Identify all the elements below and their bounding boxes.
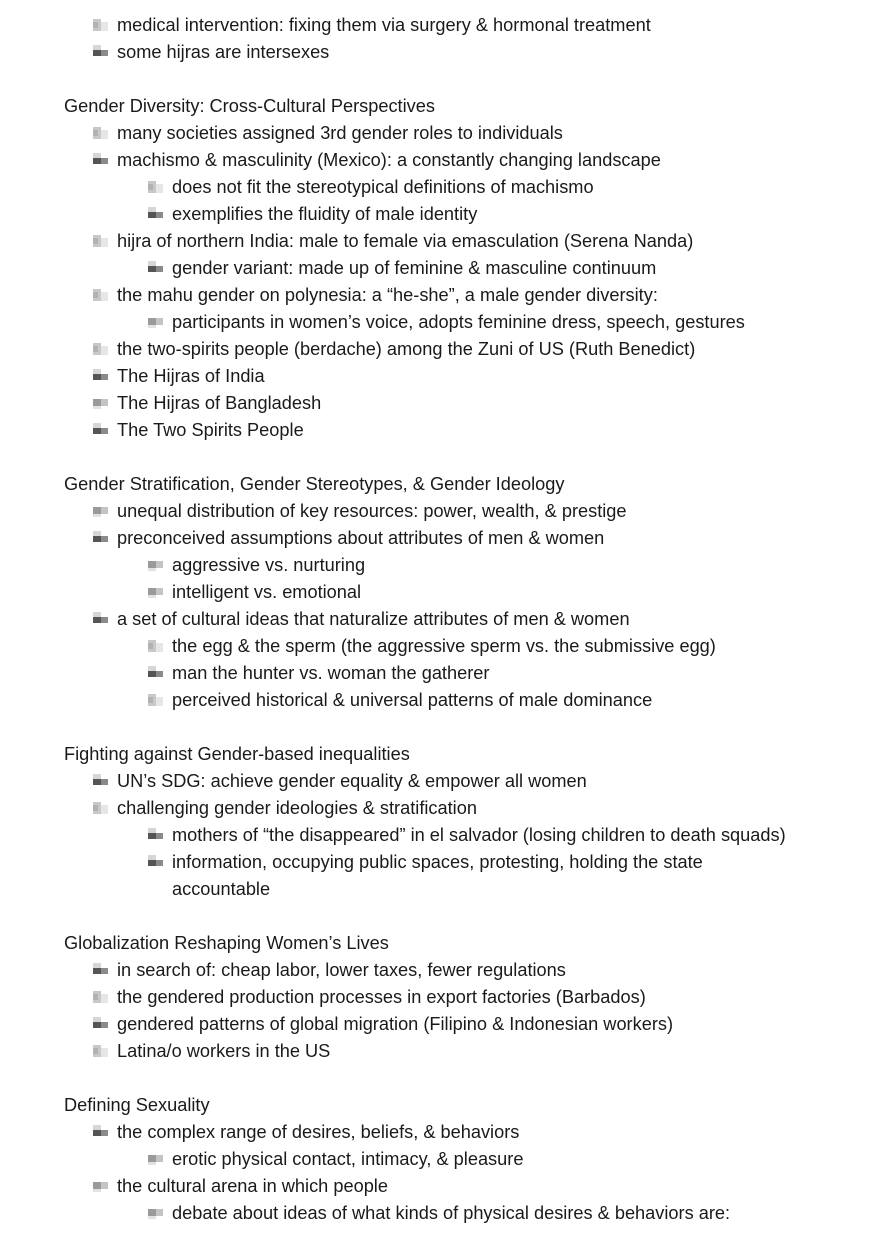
item-text: does not fit the stereotypical definitions of machismo: [172, 177, 594, 197]
item-text: exemplifies the fluidity of male identity: [172, 204, 478, 224]
item-text: man the hunter vs. woman the gatherer: [172, 663, 490, 683]
section-heading: Gender Diversity: Cross-Cultural Perspectives: [64, 96, 435, 116]
outline-item: [117, 120, 777, 147]
bullet-icon: [148, 828, 164, 842]
outline-subitem: [172, 552, 792, 579]
bullet-icon: [93, 963, 109, 977]
item-text: intelligent vs. emotional: [172, 582, 362, 602]
item-text: a set of cultural ideas that naturalize attributes of men & women: [117, 609, 630, 629]
bullet-icon: [93, 288, 109, 302]
outline-item: [117, 525, 777, 552]
outline-item: [117, 282, 777, 309]
item-text: debate about ideas of what kinds of physical desires & behaviors are:: [172, 1203, 731, 1223]
bullet-icon: [93, 1179, 109, 1193]
outline-subitem: [172, 174, 792, 201]
bullet-icon: [148, 666, 164, 680]
outline-subitem: [172, 687, 792, 714]
outline-item: [117, 417, 777, 444]
item-text: machismo & masculinity (Mexico): a constantly changing landscape: [117, 150, 661, 170]
item-text: hijra of northern India: male to female via emasculation (Serena Nanda): [117, 231, 694, 251]
bullet-icon: [148, 639, 164, 653]
outline-item: [117, 1038, 777, 1065]
bullet-icon: [93, 126, 109, 140]
outline-section: [0, 471, 880, 714]
bullet-icon: [93, 531, 109, 545]
outline-subitem: [172, 633, 792, 660]
outline-item: [117, 12, 777, 39]
outline-item: [117, 606, 777, 633]
bullet-icon: [148, 855, 164, 869]
outline-section: [0, 12, 880, 66]
section-heading: Gender Stratification, Gender Stereotypes, & Gender Ideology: [64, 474, 565, 494]
item-text: gender variant: made up of feminine & masculine continuum: [172, 258, 657, 278]
bullet-icon: [148, 261, 164, 275]
bullet-icon: [148, 693, 164, 707]
outline-item: [117, 147, 777, 174]
outline-item: [117, 1173, 777, 1200]
item-text: unequal distribution of key resources: power, wealth, & prestige: [117, 501, 627, 521]
outline-subitem: [172, 822, 792, 849]
outline-document: [0, 12, 880, 1227]
outline-item: [117, 39, 777, 66]
item-text: the two-spirits people (berdache) among the Zuni of US (Ruth Benedict): [117, 339, 696, 359]
outline-item: [117, 768, 777, 795]
item-text: the cultural arena in which people: [117, 1176, 388, 1196]
item-text: The Two Spirits People: [117, 420, 304, 440]
outline-subitem: [172, 1200, 792, 1227]
bullet-icon: [93, 990, 109, 1004]
bullet-icon: [148, 1152, 164, 1166]
outline-subitem: [172, 309, 792, 336]
bullet-icon: [148, 180, 164, 194]
outline-subitem: [172, 255, 792, 282]
item-text: erotic physical contact, intimacy, & pleasure: [172, 1149, 524, 1169]
section-heading: Fighting against Gender-based inequalities: [64, 744, 410, 764]
bullet-icon: [93, 18, 109, 32]
bullet-icon: [93, 45, 109, 59]
bullet-icon: [148, 315, 164, 329]
outline-item: [117, 984, 777, 1011]
outline-subitem: [172, 579, 792, 606]
bullet-icon: [93, 774, 109, 788]
section-heading: Defining Sexuality: [64, 1095, 210, 1115]
item-text: aggressive vs. nurturing: [172, 555, 366, 575]
item-text: the mahu gender on polynesia: a “he-she”, a male gender diversity:: [117, 285, 658, 305]
outline-section: [0, 93, 880, 444]
outline-item: [117, 957, 777, 984]
bullet-icon: [93, 342, 109, 356]
item-text: The Hijras of India: [117, 366, 265, 386]
item-text: many societies assigned 3rd gender roles to individuals: [117, 123, 563, 143]
bullet-icon: [148, 558, 164, 572]
outline-section: [0, 930, 880, 1065]
outline-subitem: [172, 849, 792, 903]
bullet-icon: [93, 423, 109, 437]
item-text: the egg & the sperm (the aggressive sperm vs. the submissive egg): [172, 636, 716, 656]
outline-item: [117, 363, 777, 390]
item-text: mothers of “the disappeared” in el salvador (losing children to death squads): [172, 825, 786, 845]
bullet-icon: [93, 234, 109, 248]
outline-item: [117, 390, 777, 417]
outline-item: [117, 1119, 777, 1146]
bullet-icon: [93, 153, 109, 167]
item-text: some hijras are intersexes: [117, 42, 330, 62]
bullet-icon: [93, 612, 109, 626]
item-text: The Hijras of Bangladesh: [117, 393, 322, 413]
item-text: perceived historical & universal patterns of male dominance: [172, 690, 653, 710]
item-text: in search of: cheap labor, lower taxes, fewer regulations: [117, 960, 566, 980]
bullet-icon: [148, 1206, 164, 1220]
item-text: gendered patterns of global migration (Filipino & Indonesian workers): [117, 1014, 674, 1034]
item-text: preconceived assumptions about attributes of men & women: [117, 528, 605, 548]
item-text: UN’s SDG: achieve gender equality & empower all women: [117, 771, 587, 791]
item-text: medical intervention: fixing them via surgery & hormonal treatment: [117, 15, 651, 35]
outline-subitem: [172, 660, 792, 687]
outline-item: [117, 795, 777, 822]
outline-subitem: [172, 201, 792, 228]
item-text: the complex range of desires, beliefs, & behaviors: [117, 1122, 520, 1142]
outline-item: [117, 498, 777, 525]
outline-subitem: [172, 1146, 792, 1173]
section-heading: Globalization Reshaping Women’s Lives: [64, 933, 389, 953]
outline-item: [117, 336, 777, 363]
item-text: the gendered production processes in export factories (Barbados): [117, 987, 646, 1007]
outline-section: [0, 1092, 880, 1227]
item-text: participants in women’s voice, adopts feminine dress, speech, gestures: [172, 312, 745, 332]
outline-item: [117, 228, 777, 255]
bullet-icon: [93, 504, 109, 518]
bullet-icon: [93, 1044, 109, 1058]
bullet-icon: [148, 585, 164, 599]
item-text: Latina/o workers in the US: [117, 1041, 331, 1061]
bullet-icon: [148, 207, 164, 221]
bullet-icon: [93, 1125, 109, 1139]
outline-item: [117, 1011, 777, 1038]
item-text: challenging gender ideologies & stratification: [117, 798, 477, 818]
bullet-icon: [93, 801, 109, 815]
bullet-icon: [93, 1017, 109, 1031]
bullet-icon: [93, 369, 109, 383]
outline-section: [0, 741, 880, 903]
item-text: information, occupying public spaces, protesting, holding the state accountable: [172, 852, 703, 899]
bullet-icon: [93, 396, 109, 410]
